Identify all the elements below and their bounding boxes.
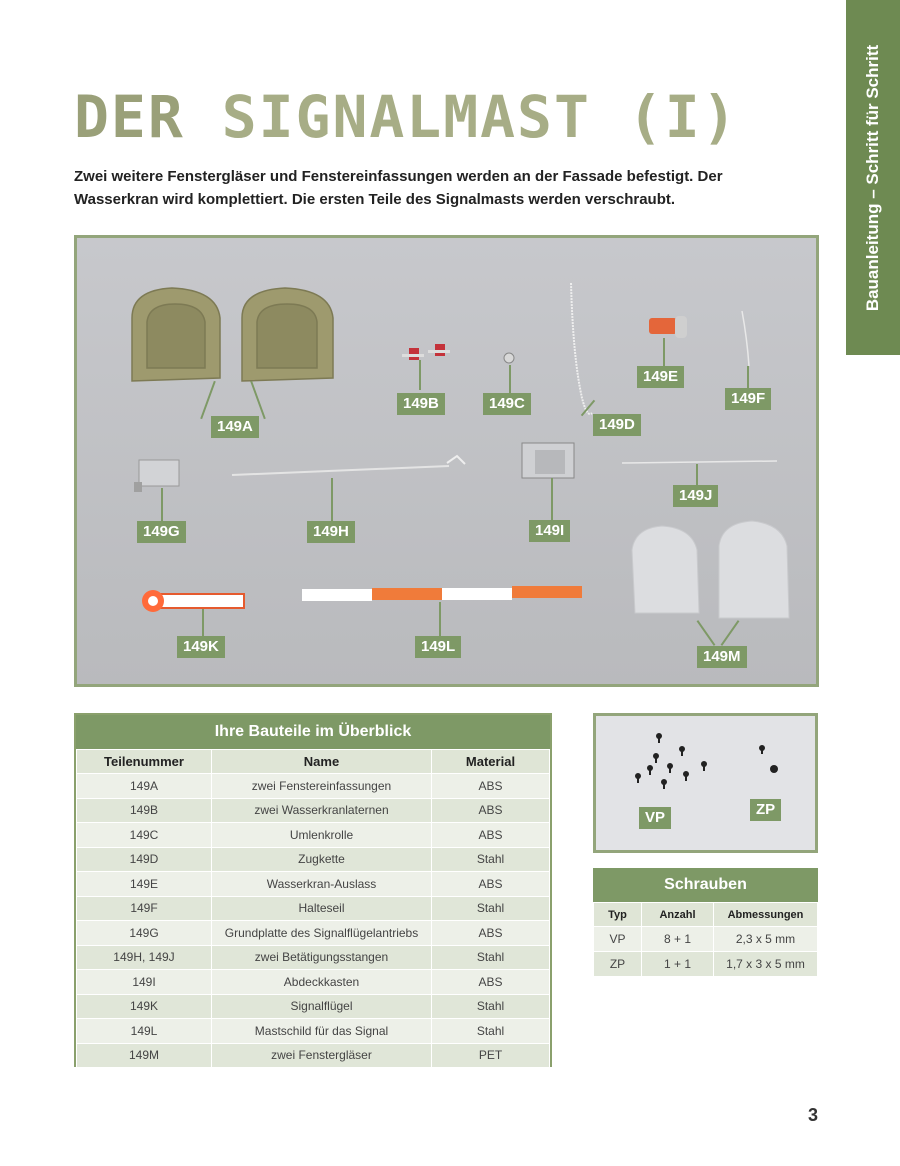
callout-line [202, 609, 204, 636]
intro-text: Zwei weitere Fenstergläser und Fenstereinfassungen werden an der Fassade befestigt. Der Wasserkran wird komplettiert. Die ersten Teile des Signalmasts werden verschraubt. [74, 168, 723, 208]
title-part-1: DER [74, 83, 185, 151]
callout-line [551, 478, 553, 520]
parts-table [74, 713, 552, 1067]
screws-table-title: Schrauben [593, 868, 818, 902]
table-row [77, 847, 550, 872]
label-vp: VP [639, 807, 671, 829]
callout-line [161, 488, 163, 521]
outlet-part [649, 316, 687, 338]
cell-name: zwei Fenstereinfassungen [212, 774, 432, 799]
parts-table-grid [76, 749, 550, 1068]
cell-material: ABS [432, 921, 550, 946]
pulley-part [504, 353, 514, 363]
column-header: Teilenummer [77, 750, 212, 774]
label-149c: 149C [483, 393, 531, 415]
cell-part-number: 149G [77, 921, 212, 946]
label-149f: 149F [725, 388, 771, 410]
window-glass-part [632, 521, 789, 618]
lantern-part [402, 344, 450, 360]
table-row [77, 1043, 550, 1068]
label-149j: 149J [673, 485, 718, 507]
cell-material: Stahl [432, 994, 550, 1019]
cell-part-number: 149K [77, 994, 212, 1019]
title-part-2: SIGNALMAST (I) [221, 83, 739, 151]
table-header-row [594, 903, 818, 927]
cell-part-number: 149H, 149J [77, 945, 212, 970]
cell-part-number: 149F [77, 896, 212, 921]
cell-material: ABS [432, 774, 550, 799]
table-row [77, 994, 550, 1019]
rod-part [232, 456, 465, 475]
table-row [594, 952, 818, 977]
cell-material: ABS [432, 872, 550, 897]
screw-vp-icons [635, 733, 707, 789]
table-row [77, 945, 550, 970]
cell-name: Umlenkrolle [212, 823, 432, 848]
base-plate-part [134, 460, 179, 492]
cell-material: Stahl [432, 1019, 550, 1044]
screw-zp-icons [759, 745, 778, 773]
cell-name: Wasserkran-Auslass [212, 872, 432, 897]
column-header: Material [432, 750, 550, 774]
screws-table [593, 868, 818, 977]
column-header: Name [212, 750, 432, 774]
label-149h: 149H [307, 521, 355, 543]
cell-name: zwei Betätigungsstangen [212, 945, 432, 970]
cell-count: 1 + 1 [642, 952, 714, 977]
parts-table-title: Ihre Bauteile im Überblick [76, 715, 550, 749]
cell-part-number: 149B [77, 798, 212, 823]
cell-part-number: 149L [77, 1019, 212, 1044]
table-row [77, 872, 550, 897]
cell-name: Halteseil [212, 896, 432, 921]
table-row [77, 896, 550, 921]
table-row [77, 970, 550, 995]
chain-part [571, 283, 592, 414]
cell-name: Signalflügel [212, 994, 432, 1019]
cell-type: ZP [594, 952, 642, 977]
column-header: Typ [594, 903, 642, 927]
cell-material: ABS [432, 798, 550, 823]
cell-part-number: 149M [77, 1043, 212, 1068]
rope-part [742, 311, 749, 366]
cell-part-number: 149A [77, 774, 212, 799]
parts-illustration [77, 238, 816, 684]
cell-material: PET [432, 1043, 550, 1068]
cell-material: ABS [432, 970, 550, 995]
cell-count: 8 + 1 [642, 927, 714, 952]
signal-arm-part [142, 590, 244, 612]
rod-j-part [622, 461, 777, 463]
callout-line [663, 338, 665, 366]
cell-dimensions: 2,3 x 5 mm [714, 927, 818, 952]
mast-sign-part [302, 586, 582, 601]
column-header: Anzahl [642, 903, 714, 927]
cell-part-number: 149I [77, 970, 212, 995]
screws-table-grid [593, 902, 818, 977]
page-title [74, 82, 739, 152]
cell-part-number: 149E [77, 872, 212, 897]
callout-line [696, 464, 698, 486]
section-tab [846, 0, 900, 355]
cell-name: Zugkette [212, 847, 432, 872]
table-header-row [77, 750, 550, 774]
cell-material: Stahl [432, 847, 550, 872]
section-tab-label: Bauanleitung – Schritt für Schritt [863, 44, 883, 311]
label-149d: 149D [593, 414, 641, 436]
table-row [77, 823, 550, 848]
cell-material: Stahl [432, 896, 550, 921]
table-row [77, 1019, 550, 1044]
table-row [77, 798, 550, 823]
cover-box-part [522, 443, 574, 478]
label-149k: 149K [177, 636, 225, 658]
cell-part-number: 149D [77, 847, 212, 872]
window-frame-part [132, 288, 333, 381]
cell-name: zwei Fenstergläser [212, 1043, 432, 1068]
callout-line [509, 365, 511, 393]
table-row [594, 927, 818, 952]
cell-name: Grundplatte des Signalflügelantriebs [212, 921, 432, 946]
page-number: 3 [807, 1105, 818, 1125]
screws-photo [593, 713, 818, 853]
label-149i: 149I [529, 520, 570, 542]
label-149g: 149G [137, 521, 186, 543]
parts-photo [74, 235, 819, 687]
table-row [77, 774, 550, 799]
label-149l: 149L [415, 636, 461, 658]
label-149a: 149A [211, 416, 259, 438]
label-149e: 149E [637, 366, 684, 388]
cell-dimensions: 1,7 x 3 x 5 mm [714, 952, 818, 977]
callout-line [331, 478, 333, 521]
cell-part-number: 149C [77, 823, 212, 848]
column-header: Abmessungen [714, 903, 818, 927]
cell-type: VP [594, 927, 642, 952]
label-149m: 149M [697, 646, 747, 668]
cell-material: ABS [432, 823, 550, 848]
cell-material: Stahl [432, 945, 550, 970]
label-zp: ZP [750, 799, 781, 821]
cell-name: Abdeckkasten [212, 970, 432, 995]
label-149b: 149B [397, 393, 445, 415]
callout-line [419, 360, 421, 390]
callout-line [439, 602, 441, 636]
screws-illustration [596, 716, 815, 850]
cell-name: Mastschild für das Signal [212, 1019, 432, 1044]
callout-line [747, 366, 749, 388]
table-row [77, 921, 550, 946]
cell-name: zwei Wasserkranlaternen [212, 798, 432, 823]
